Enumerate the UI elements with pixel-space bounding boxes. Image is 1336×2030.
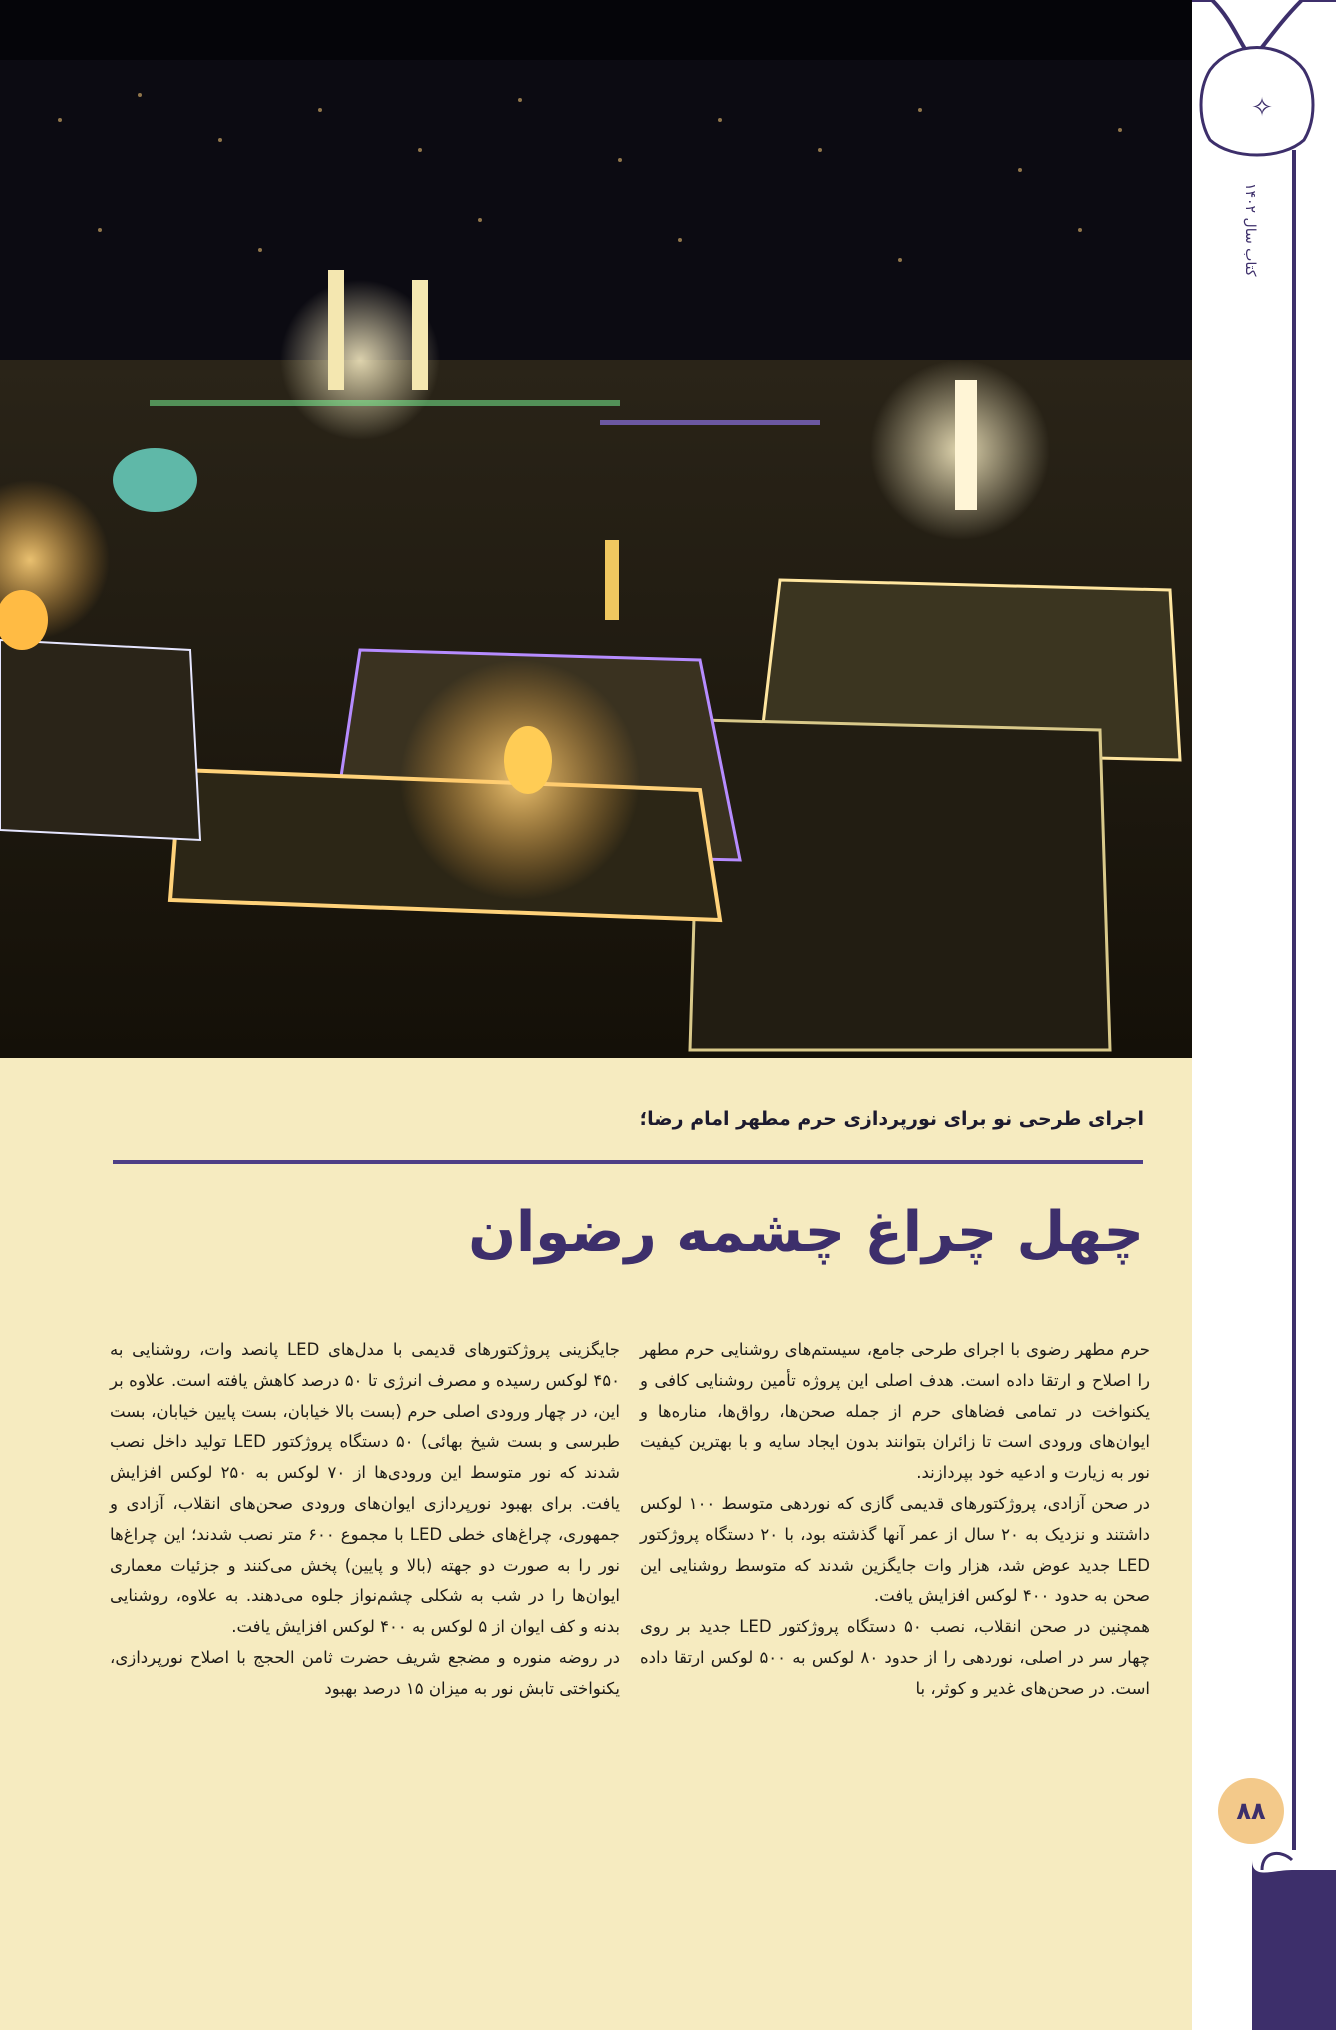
paragraph: جایگزینی پروژکتورهای قدیمی با مدل‌های LED پانصد وات، روشنایی به ۴۵۰ لوکس رسیده و مصرف انرژی تا ۵۰ درصد کاهش یافته است. علاوه بر این، در چهار ورودی اصلی حرم (بست بالا خیابان، بست پایین خیابان، بست طبرسی و بست شیخ بهائی) ۵۰ دستگاه پروژکتور LED تولید داخل نصب شدند که نور متوسط این ورودی‌ها از ۷۰ لوکس به ۲۵۰ لوکس افزایش یافت. برای بهبود نورپردازی ایوان‌های ورودی صحن‌های انقلاب، آزادی و جمهوری، چراغ‌های خطی LED با مجموع ۶۰۰ متر نصب شدند؛ این چراغ‌ها نور را به صورت دو جهته (بالا و پایین) پخش می‌کنند و جزئیات معماری ایوان‌ها را در شب به شکلی چشم‌نواز جلوه می‌دهند. به علاوه، روشنایی بدنه و کف ایوان از ۵ لوکس به ۴۰۰ لوکس افزایش یافت. xyxy=(110,1340,621,1637)
article-column-right xyxy=(640,1335,1150,1705)
paragraph: همچنین در صحن انقلاب، نصب ۵۰ دستگاه پروژکتور LED جدید بر روی چهار سر در اصلی، نوردهی را از حدود ۸۰ لوکس به ۵۰۰ لوکس ارتقا داده است. در صحن‌های غدیر و کوثر، با xyxy=(640,1617,1151,1698)
sidebar-frame-ornament xyxy=(1192,0,1336,2030)
logo-calligraphy-icon: ✧ xyxy=(1251,93,1273,123)
paragraph: در روضه منوره و مضجع شریف حضرت ثامن الحجج با اصلاح نورپردازی، یکنواختی تابش نور به میزان ۱۵ درصد بهبود xyxy=(110,1647,620,1698)
book-label: کتاب سال ۱۴۰۲ xyxy=(1242,183,1258,277)
page-margin-sidebar xyxy=(1192,0,1336,2030)
article-column-left xyxy=(110,1335,620,1705)
paragraph: در صحن آزادی، پروژکتورهای قدیمی گازی که نوردهی متوسط ۱۰۰ لوکس داشتند و نزدیک به ۲۰ سال از عمر آنها گذشته بود، با ۲۰ دستگاه پروژکتور LED جدید عوض شد، هزار وات جایگزین شدند که متوسط روشنایی این صحن به حدود ۴۰۰ لوکس افزایش یافت. xyxy=(640,1493,1151,1606)
article-title: چهل چراغ چشمه رضوان xyxy=(468,1200,1144,1265)
page-number-badge: ۸۸ xyxy=(1218,1778,1284,1844)
hero-photo xyxy=(0,0,1192,1058)
paragraph: حرم مطهر رضوی با اجرای طرحی جامع، سیستم‌های روشنایی حرم مطهر را اصلاح و ارتقا داده است. هدف اصلی این پروژه تأمین روشنایی کافی و یکنواخت در تمامی فضاهای حرم از جمله صحن‌ها، رواق‌ها، مناره‌ها و ایوان‌های ورودی است تا زائران بتوانند بدون ایجاد سایه و با بهترین کیفیت نور به زیارت و ادعیه خود بپردازند. xyxy=(640,1340,1150,1483)
title-divider xyxy=(113,1160,1143,1164)
article-subtitle: اجرای طرحی نو برای نورپردازی حرم مطهر امام رضا؛ xyxy=(639,1108,1144,1130)
night-aerial-illustration xyxy=(0,0,1192,1058)
